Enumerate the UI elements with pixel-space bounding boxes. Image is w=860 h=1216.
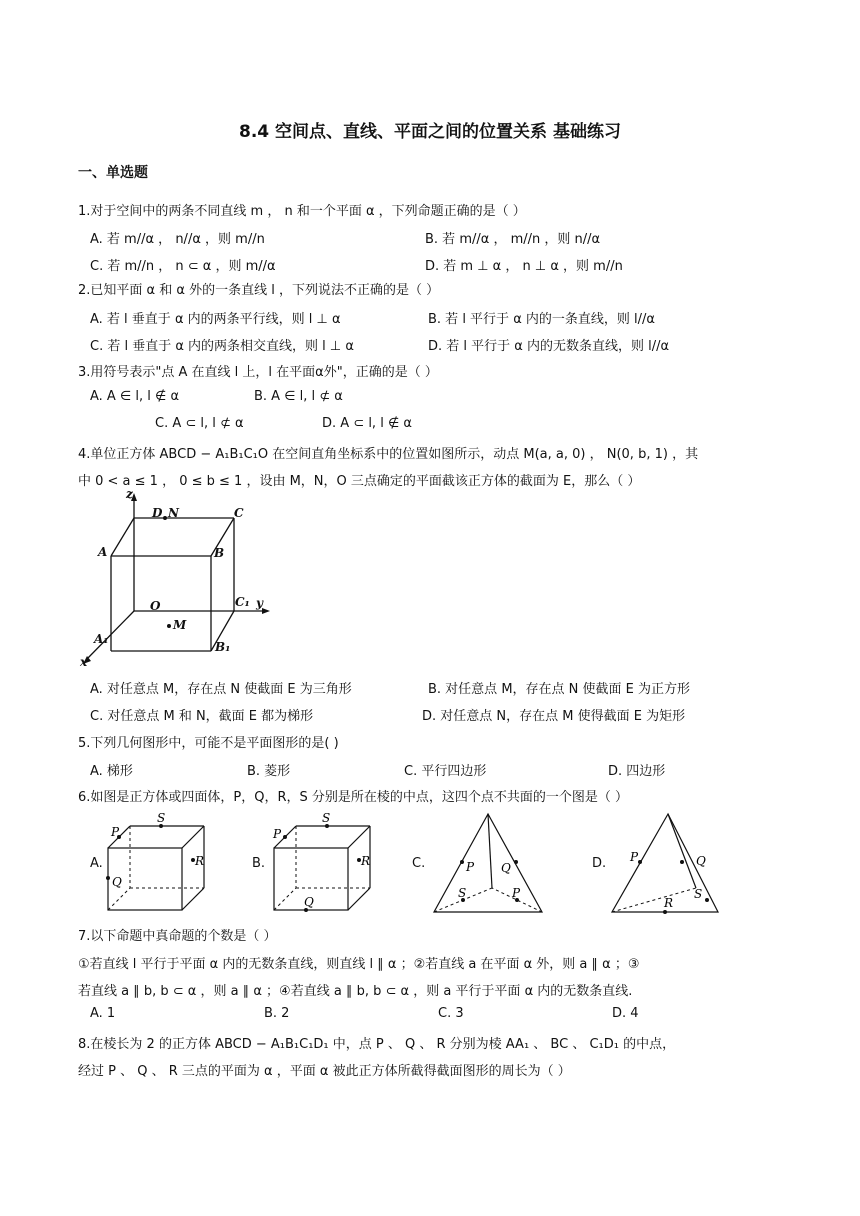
section-heading: 一、单选题	[78, 165, 148, 181]
vertex-O: O	[150, 599, 161, 613]
q6-figure-a-cube	[100, 812, 210, 918]
q6c-label-P2: P	[512, 886, 521, 900]
q2-option-d[interactable]: D. 若 l 平行于 α 内的无数条直线，则 l//α	[428, 339, 670, 354]
q2-option-a[interactable]: A. 若 l 垂直于 α 内的两条平行线，则 l ⊥ α	[90, 312, 341, 327]
q5-option-d[interactable]: D. 四边形	[608, 764, 666, 779]
q6b-label-S: S	[322, 812, 331, 825]
q7-option-a[interactable]: A. 1	[90, 1006, 116, 1021]
vertex-A: A	[98, 545, 108, 559]
q6b-label-Q: Q	[304, 895, 314, 909]
q6-option-c[interactable]: C.	[412, 856, 426, 871]
q1-option-b[interactable]: B. 若 m//α ， m//n ，则 n//α	[425, 232, 601, 247]
q6a-label-R: R	[195, 854, 205, 868]
q2-stem: 2.已知平面 α 和 α 外的一条直线 l ，下列说法不正确的是（ ）	[78, 283, 440, 298]
q1-option-d[interactable]: D. 若 m ⊥ α ， n ⊥ α ，则 m//n	[425, 259, 623, 274]
q5-option-a[interactable]: A. 梯形	[90, 764, 133, 779]
q8-line1: 8.在棱长为 2 的正方体 ABCD − A₁B₁C₁D₁ 中，点 P 、 Q 、 R 分别为棱 AA₁ 、 BC 、 C₁D₁ 的中点，	[78, 1037, 676, 1052]
q6d-label-R: R	[664, 896, 674, 910]
q5-option-b[interactable]: B. 菱形	[247, 764, 291, 779]
vertex-C: C	[234, 506, 244, 520]
point-M: M	[173, 618, 187, 632]
q7-line2: 若直线 a ∥ b, b ⊂ α ，则 a ∥ α ；④若直线 a ∥ b, b ⊂ α ，则 a 平行于平面 α 内的无数条直线.	[78, 984, 633, 999]
q4-stem-line2: 中 0 < a ≤ 1 ， 0 ≤ b ≤ 1 ，设由 M，N，O 三点确定的平面截该正方体的截面为 E，那么（ ）	[78, 474, 641, 489]
q3-option-c[interactable]: C. A ⊂ l, l ⊄ α	[155, 416, 244, 431]
q6-figure-d-tetrahedron	[608, 810, 724, 916]
q6-option-a[interactable]: A.	[90, 856, 103, 871]
page-title: 8.4 空间点、直线、平面之间的位置关系 基础练习	[239, 122, 621, 142]
q6b-label-P: P	[273, 827, 282, 841]
vertex-D: D	[152, 506, 163, 520]
q6a-label-Q: Q	[112, 875, 122, 889]
vertex-B1: B₁	[215, 640, 231, 654]
axis-label-z: z	[126, 488, 133, 501]
q7-option-d[interactable]: D. 4	[612, 1006, 639, 1021]
q4-stem-line1: 4.单位正方体 ABCD − A₁B₁C₁O 在空间直角坐标系中的位置如图所示，动点 M(a, a, 0) ， N(0, b, 1) ，其	[78, 447, 699, 462]
q7-stem: 7.以下命题中真命题的个数是（ ）	[78, 929, 277, 944]
q6-stem: 6.如图是正方体或四面体，P，Q，R，S 分别是所在棱的中点，这四个点不共面的一个图是（ ）	[78, 790, 629, 805]
q8-line2: 经过 P 、 Q 、 R 三点的平面为 α ，平面 α 被此正方体所截得截面图形的周长为（ ）	[78, 1064, 571, 1079]
q6c-label-S: S	[458, 886, 467, 900]
point-N: N	[168, 506, 179, 520]
q6c-label-Q: Q	[501, 861, 511, 875]
axis-label-y: y	[256, 596, 263, 610]
q5-stem: 5.下列几何图形中，可能不是平面图形的是( )	[78, 736, 339, 751]
q4-option-b[interactable]: B. 对任意点 M，存在点 N 使截面 E 为正方形	[428, 682, 690, 697]
q6d-label-P: P	[630, 850, 639, 864]
q6-figure-b-cube	[266, 812, 376, 918]
q6d-label-S: S	[694, 887, 703, 901]
q6b-label-R: R	[361, 854, 371, 868]
q7-line1: ①若直线 l 平行于平面 α 内的无数条直线，则直线 l ∥ α ；②若直线 a 在平面 α 外，则 a ∥ α ；③	[78, 957, 640, 972]
q3-option-b[interactable]: B. A ∈ l, l ⊄ α	[254, 389, 343, 404]
q4-option-a[interactable]: A. 对任意点 M，存在点 N 使截面 E 为三角形	[90, 682, 352, 697]
q3-option-a[interactable]: A. A ∈ l, l ∉ α	[90, 389, 180, 404]
vertex-B: B	[214, 546, 225, 560]
q6c-label-P: P	[466, 860, 475, 874]
q6-option-b[interactable]: B.	[252, 856, 266, 871]
vertex-A1: A₁	[94, 632, 109, 646]
q1-stem: 1.对于空间中的两条不同直线 m ， n 和一个平面 α ，下列命题正确的是（ ）	[78, 204, 526, 219]
q6a-label-P: P	[111, 825, 120, 839]
q6-figure-c-tetrahedron	[428, 810, 548, 916]
q2-option-b[interactable]: B. 若 l 平行于 α 内的一条直线，则 l//α	[428, 312, 655, 327]
q2-option-c[interactable]: C. 若 l 垂直于 α 内的两条相交直线，则 l ⊥ α	[90, 339, 354, 354]
q5-option-c[interactable]: C. 平行四边形	[404, 764, 487, 779]
q1-option-c[interactable]: C. 若 m//n ， n ⊂ α ，则 m//α	[90, 259, 276, 274]
q7-option-c[interactable]: C. 3	[438, 1006, 464, 1021]
cube-coordinate-figure	[76, 488, 276, 670]
q3-stem: 3.用符号表示"点 A 在直线 l 上，l 在平面α外"，正确的是（ ）	[78, 365, 438, 380]
q3-option-d[interactable]: D. A ⊂ l, l ∉ α	[322, 416, 412, 431]
axis-label-x: x	[80, 655, 88, 669]
q6a-label-S: S	[157, 812, 166, 825]
q1-option-a[interactable]: A. 若 m//α ， n//α ，则 m//n	[90, 232, 265, 247]
q4-option-c[interactable]: C. 对任意点 M 和 N，截面 E 都为梯形	[90, 709, 314, 724]
q6d-label-Q: Q	[696, 854, 706, 868]
q7-option-b[interactable]: B. 2	[264, 1006, 290, 1021]
q4-option-d[interactable]: D. 对任意点 N，存在点 M 使得截面 E 为矩形	[422, 709, 686, 724]
vertex-C1: C₁	[235, 595, 250, 609]
q6-option-d[interactable]: D.	[592, 856, 607, 871]
